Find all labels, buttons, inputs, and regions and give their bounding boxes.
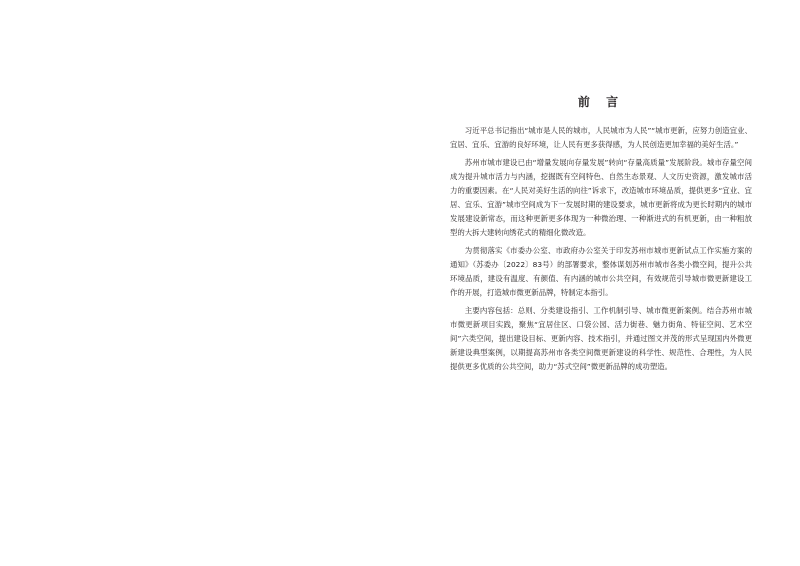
paragraph: 苏州市城市建设已由“增量发展向存量发展”转向“存量高质量”发展阶段。城市存量空间成为提升城市活力与内涵，挖掘既有空间特色、自然生态景观、人文历史资源，激发城市活力的重要因素。在“人民对美好生活的向往”诉求下，改造城市环境品质，提供更多“宜业、宜居、宜乐、宜游”城市空间成为下一发展时期的建设要求，城市更新将成为更长时期内的城市发展建设新常态，而这种更新更多体现为一种微治理、一种渐进式的有机更新，由一种粗放型的大拆大建转向绣花式的精细化微改造。 — [450, 158, 752, 237]
paragraph: 习近平总书记指出“城市是人民的城市，人民城市为人民”“城市更新，应努力创造宜业、宜居、宜乐、宜游的良好环境，让人民有更多获得感，为人民创造更加幸福的美好生活。” — [450, 126, 752, 149]
paragraph: 主要内容包括：总则、分类建设指引、工作机制引导、城市微更新案例。结合苏州市城市微更新项目实践，聚焦“宜居住区、口袋公园、活力街巷、魅力街角、特征空间、艺术空间”六类空间，提出建设目标、更新内容、技术指引，并通过图文并茂的形式呈现国内外微更新建设典型案例，以期提高苏州市各类空间微更新建设的科学性、规范性、合理性，为人民提供更多优质的公共空间，助力“苏式空间”微更新品牌的成功塑造。 — [450, 306, 752, 371]
paragraph: 为贯彻落实《市委办公室、市政府办公室关于印发苏州市城市更新试点工作实施方案的通知》（苏委办〔2022〕83号）的部署要求，整体谋划苏州市城市各类小微空间，提升公共环境品质，建设有温度、有颜值、有内涵的城市公共空间，有效规范引导城市微更新建设工作的开展，打造城市微更新品牌，特制定本指引。 — [450, 246, 752, 297]
document-page — [450, 0, 760, 566]
body-text — [450, 124, 752, 378]
page-title: 前 言 — [577, 95, 625, 109]
